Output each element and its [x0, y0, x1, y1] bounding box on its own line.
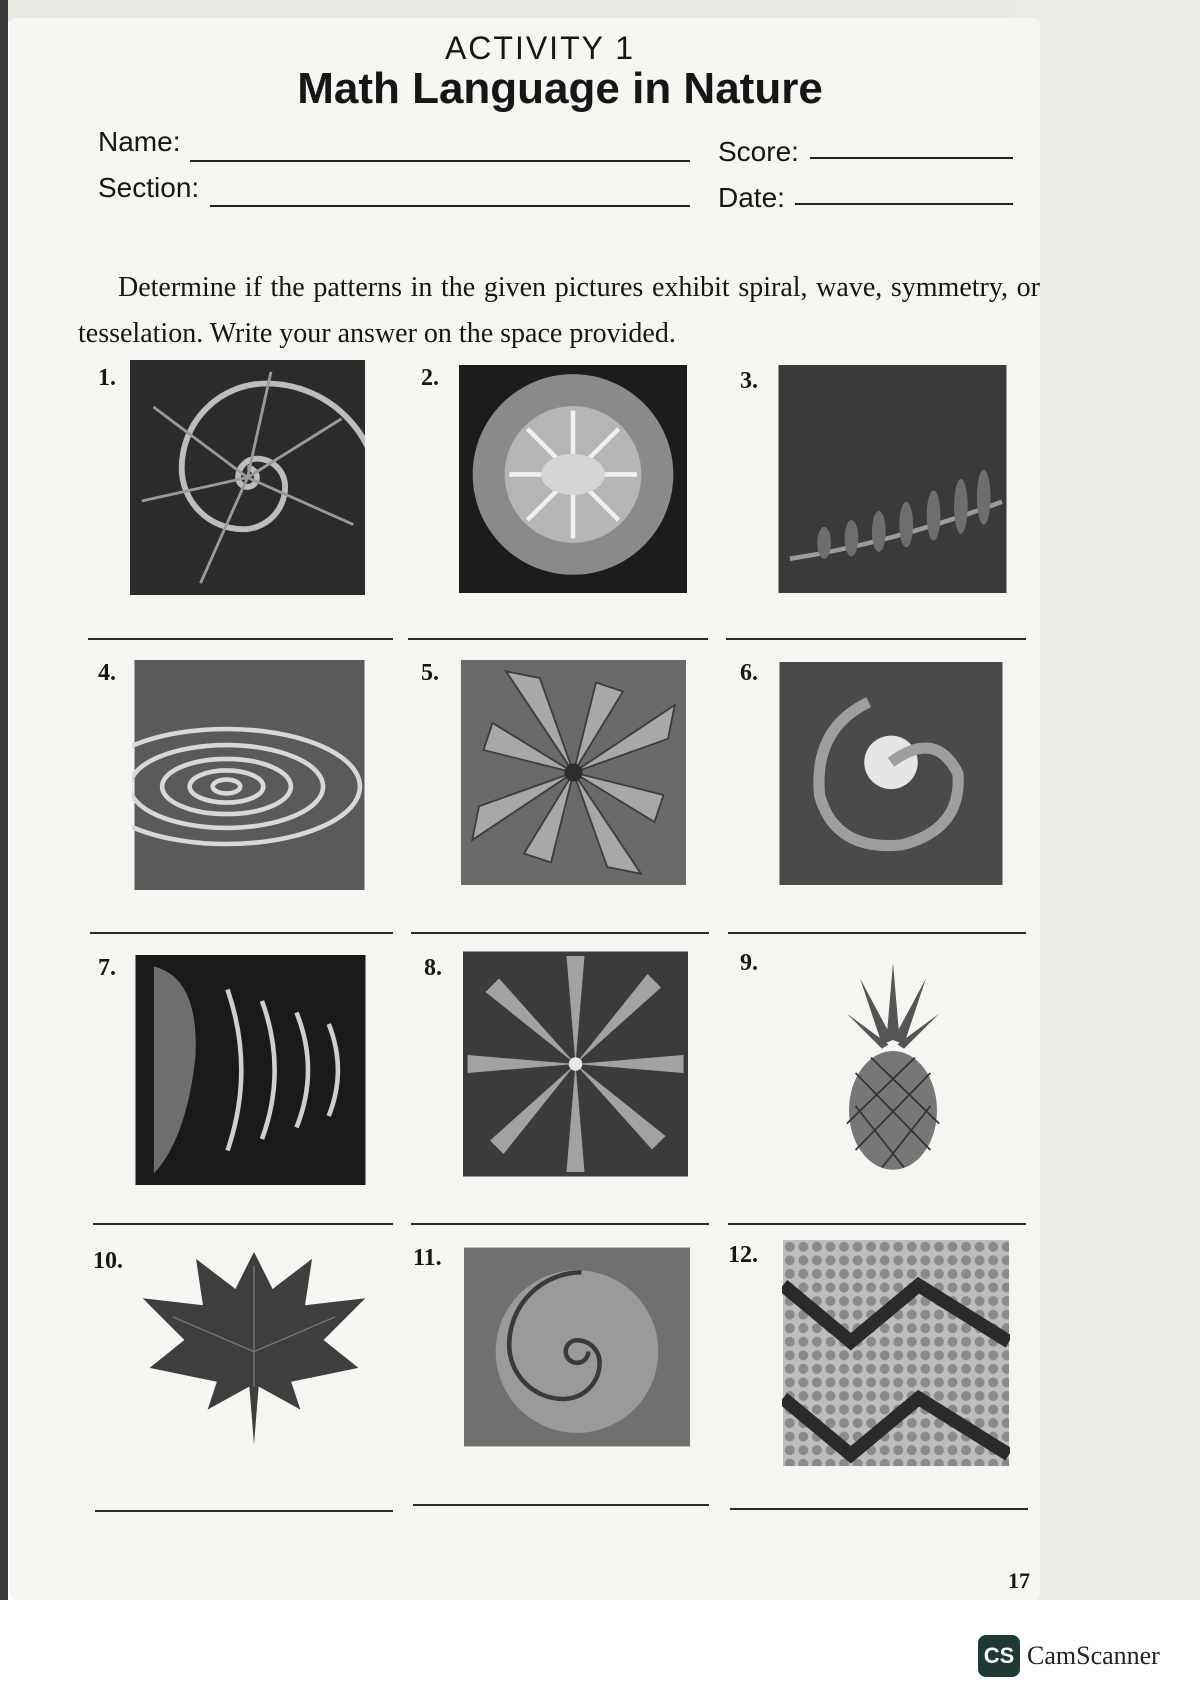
fern-leaf-icon: [778, 365, 1007, 593]
kiwi-slice-icon: [459, 365, 687, 593]
spiral-aloe-icon: [461, 660, 686, 885]
item-number: 12.: [728, 1242, 758, 1268]
scan-background-right: [1015, 0, 1200, 1600]
maple-leaf-icon: [138, 1247, 370, 1447]
answer-line[interactable]: [90, 932, 393, 934]
ammonite-fossil-icon: [130, 360, 365, 595]
item-number: 7.: [98, 955, 116, 981]
answer-line[interactable]: [93, 1223, 393, 1225]
answer-line[interactable]: [728, 1223, 1026, 1225]
item-number: 10.: [93, 1248, 123, 1274]
item-number: 6.: [740, 660, 758, 686]
section-line[interactable]: [210, 205, 690, 207]
agave-plant-icon: [463, 950, 688, 1178]
answer-line[interactable]: [728, 932, 1026, 934]
scan-footer: [0, 1600, 1200, 1698]
instructions: Determine if the patterns in the given pictures exhibit spiral, wave, symmetry, or tesselation. Write your answer on the space provided.: [78, 272, 1040, 349]
item-number: 5.: [421, 660, 439, 686]
item-number: 8.: [424, 955, 442, 981]
name-line[interactable]: [190, 160, 690, 162]
answer-line[interactable]: [726, 638, 1026, 640]
page-title: Math Language in Nature: [297, 64, 823, 113]
activity-label: ACTIVITY 1: [444, 30, 636, 66]
snail-shell-icon: [464, 1247, 690, 1447]
item-number: 9.: [740, 950, 758, 976]
item-number: 11.: [413, 1245, 442, 1271]
item-number: 4.: [98, 660, 116, 686]
date-label: Date:: [718, 182, 785, 213]
answer-line[interactable]: [730, 1508, 1028, 1510]
answer-line[interactable]: [411, 1223, 709, 1225]
item-number: 1.: [98, 365, 116, 391]
snake-skin-icon: [782, 1240, 1010, 1466]
answer-line[interactable]: [88, 638, 393, 640]
water-ripples-icon: [132, 660, 367, 890]
spiral-galaxy-icon: [778, 662, 1004, 885]
answer-line[interactable]: [413, 1504, 709, 1506]
name-label: Name:: [98, 126, 181, 157]
answer-line[interactable]: [408, 638, 708, 640]
date-line[interactable]: [795, 203, 1013, 205]
camscanner-logo-icon: CS: [978, 1635, 1020, 1677]
page-number: 17: [1008, 1568, 1030, 1593]
answer-line[interactable]: [95, 1510, 393, 1512]
scan-edge: [0, 0, 8, 1600]
answer-line[interactable]: [411, 932, 709, 934]
ear-sound-waves-icon: [134, 955, 367, 1185]
item-number: 3.: [740, 368, 758, 394]
score-line[interactable]: [810, 157, 1013, 159]
score-label: Score:: [718, 136, 799, 167]
pineapple-icon: [838, 952, 948, 1172]
item-number: 2.: [421, 365, 439, 391]
section-label: Section:: [98, 172, 200, 203]
camscanner-label: CamScanner: [1027, 1641, 1160, 1670]
